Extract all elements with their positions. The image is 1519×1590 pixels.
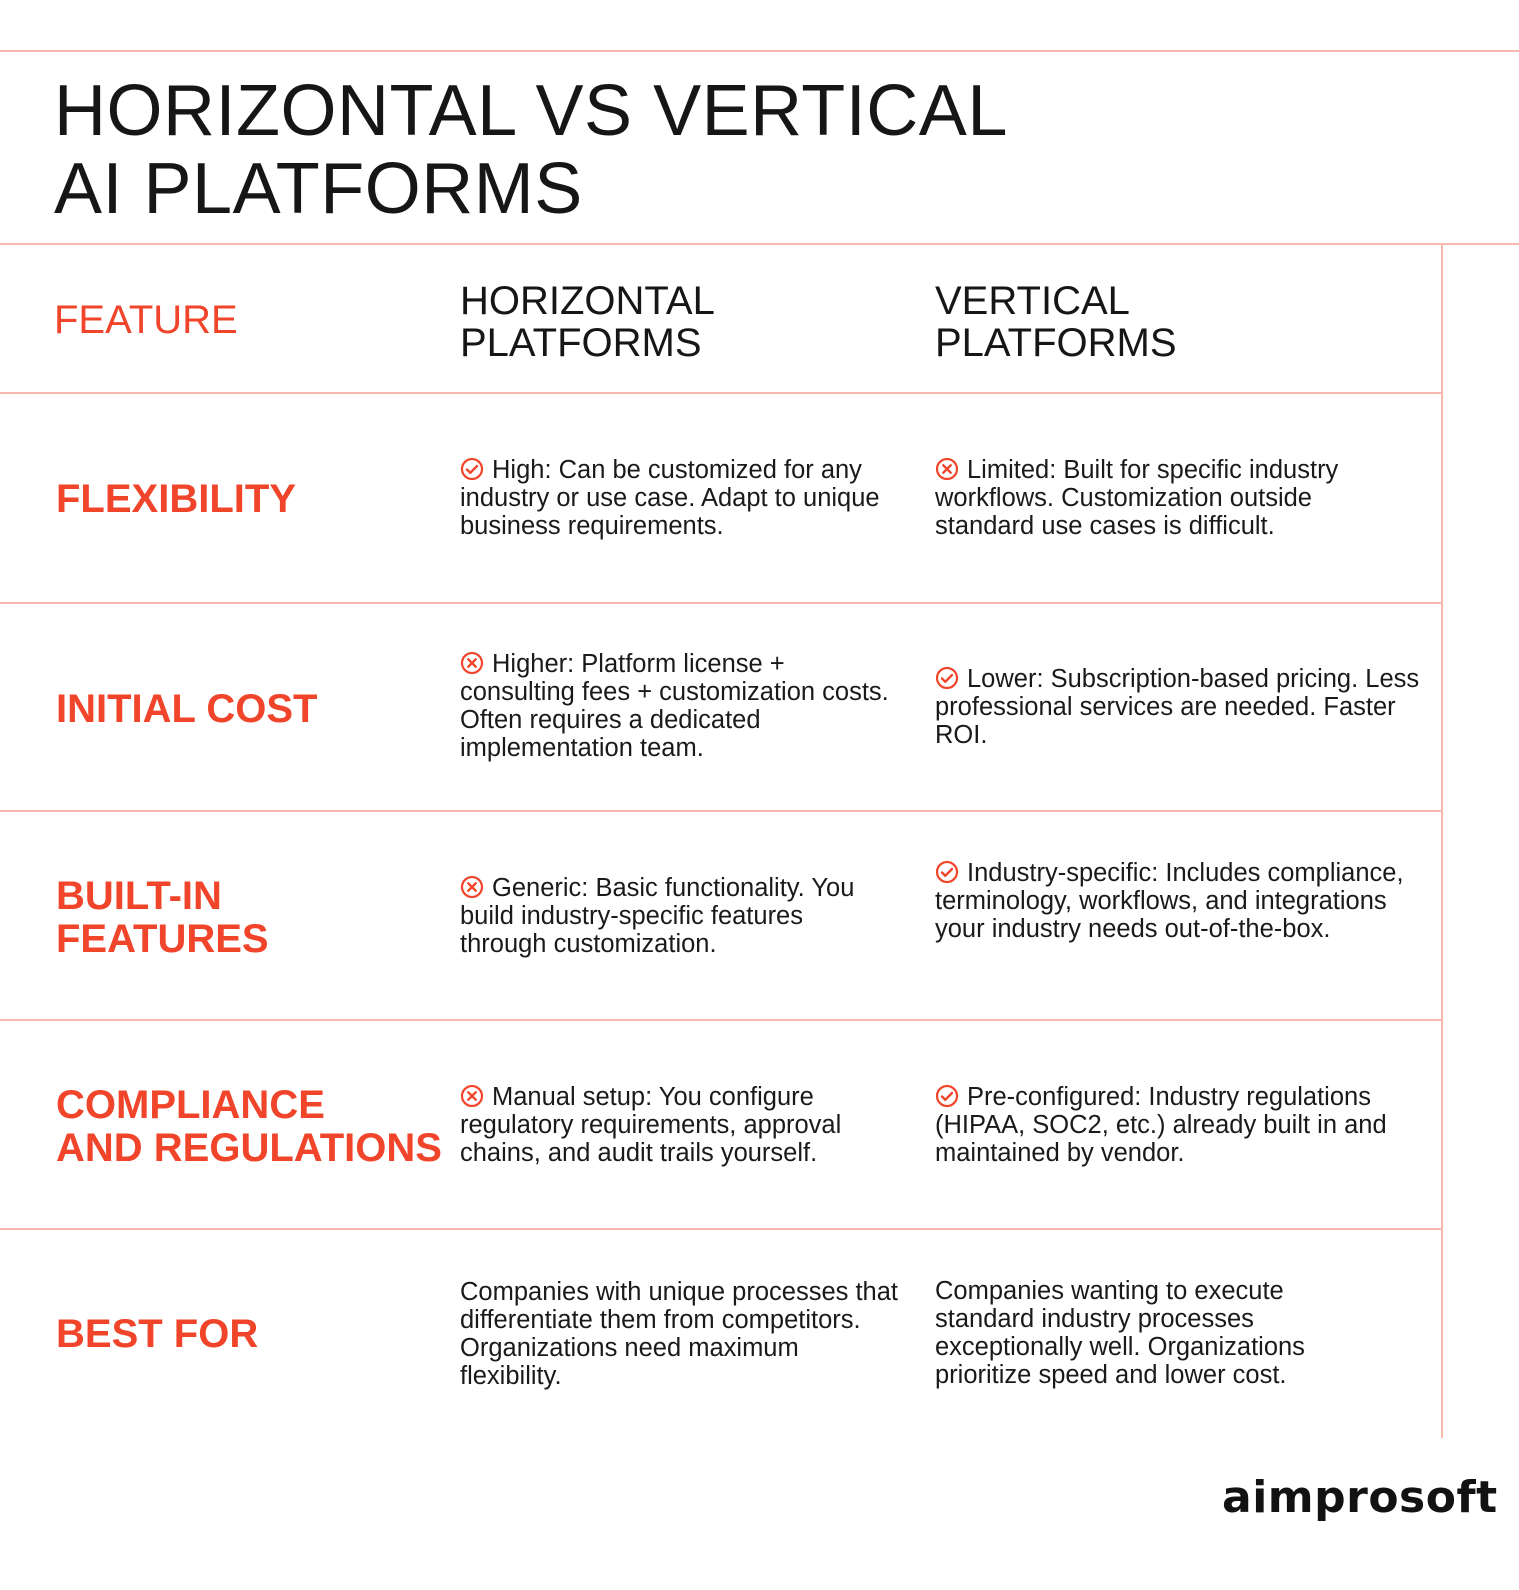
cell-text: Limited: Built for specific industry workflows. Customization outside standard use cases is difficult. [935,456,1339,540]
cell-initial-cost-horizontal [460,650,890,762]
page-title-line-1: HORIZONTAL VS VERTICAL [54,71,1008,151]
column-header-vertical [935,280,1177,364]
table-right-rule [1441,245,1443,1438]
column-header-horizontal [460,280,715,364]
column-header-horizontal-line-1: HORIZONTAL [460,279,715,323]
row-rule-1 [0,602,1443,604]
cell-compliance-vertical [935,1083,1425,1167]
row-label-text: BUILT-IN [56,874,222,918]
row-label-text: INITIAL COST [56,687,318,731]
cell-text: Companies wanting to execute standard industry processes exceptionally well. Organizations prioritize speed and lower cost. [935,1277,1305,1389]
row-label-text: FEATURES [56,917,269,961]
header-rule [0,392,1443,394]
cell-flexibility-vertical [935,456,1415,540]
check-circle-icon [935,1084,959,1108]
column-header-horizontal-line-2: PLATFORMS [460,321,702,365]
column-header-vertical-line-2: PLATFORMS [935,321,1177,365]
row-rule-2 [0,810,1443,812]
cell-text: Generic: Basic functionality. You build industry-specific features through customization. [460,874,855,958]
row-label-compliance-and-regulations [56,1084,442,1170]
cell-text: Industry-specific: Includes compliance, terminology, workflows, and integrations your industry needs out-of-the-box. [935,859,1404,943]
cell-initial-cost-vertical [935,665,1425,749]
cell-built-in-features-vertical [935,859,1405,943]
cell-text: Higher: Platform license + consulting fees + customization costs. Often requires a dedicated implementation team. [460,650,889,762]
x-circle-icon [460,875,484,899]
check-circle-icon [935,666,959,690]
cell-text: Pre-configured: Industry regulations (HIPAA, SOC2, etc.) already built in and maintained by vendor. [935,1083,1387,1167]
row-label-text: BEST FOR [56,1312,259,1356]
top-rule [0,50,1519,52]
row-label-best-for [56,1313,258,1356]
cell-flexibility-horizontal [460,456,900,540]
cell-text: Manual setup: You configure regulatory requirements, approval chains, and audit trails yourself. [460,1083,842,1167]
page-title-line-2: AI PLATFORMS [54,149,583,229]
cell-compliance-horizontal [460,1083,890,1167]
check-circle-icon [460,457,484,481]
cell-built-in-features-horizontal [460,874,880,958]
cell-text: Companies with unique processes that differentiate them from competitors. Organizations need maximum flexibility. [460,1278,898,1390]
row-label-text: FLEXIBILITY [56,477,296,521]
row-label-built-in-features [56,875,269,961]
brand-logo: aimprosoft [1222,1472,1498,1523]
row-rule-3 [0,1019,1443,1021]
cell-best-for-horizontal [460,1278,900,1390]
x-circle-icon [460,651,484,675]
cell-text: Lower: Subscription-based pricing. Less professional services are needed. Faster ROI. [935,665,1420,749]
row-label-flexibility [56,478,296,521]
row-label-initial-cost [56,688,317,731]
row-label-text: AND REGULATIONS [56,1126,442,1170]
column-header-vertical-line-1: VERTICAL [935,279,1130,323]
cell-best-for-vertical [935,1277,1355,1389]
x-circle-icon [935,457,959,481]
cell-text: High: Can be customized for any industry or use case. Adapt to unique business requirements. [460,456,880,540]
row-rule-4 [0,1228,1443,1230]
title-rule [0,243,1519,245]
page-title [54,72,1008,228]
check-circle-icon [935,860,959,884]
x-circle-icon [460,1084,484,1108]
row-label-text: COMPLIANCE [56,1083,325,1127]
column-header-feature: FEATURE [54,298,238,342]
